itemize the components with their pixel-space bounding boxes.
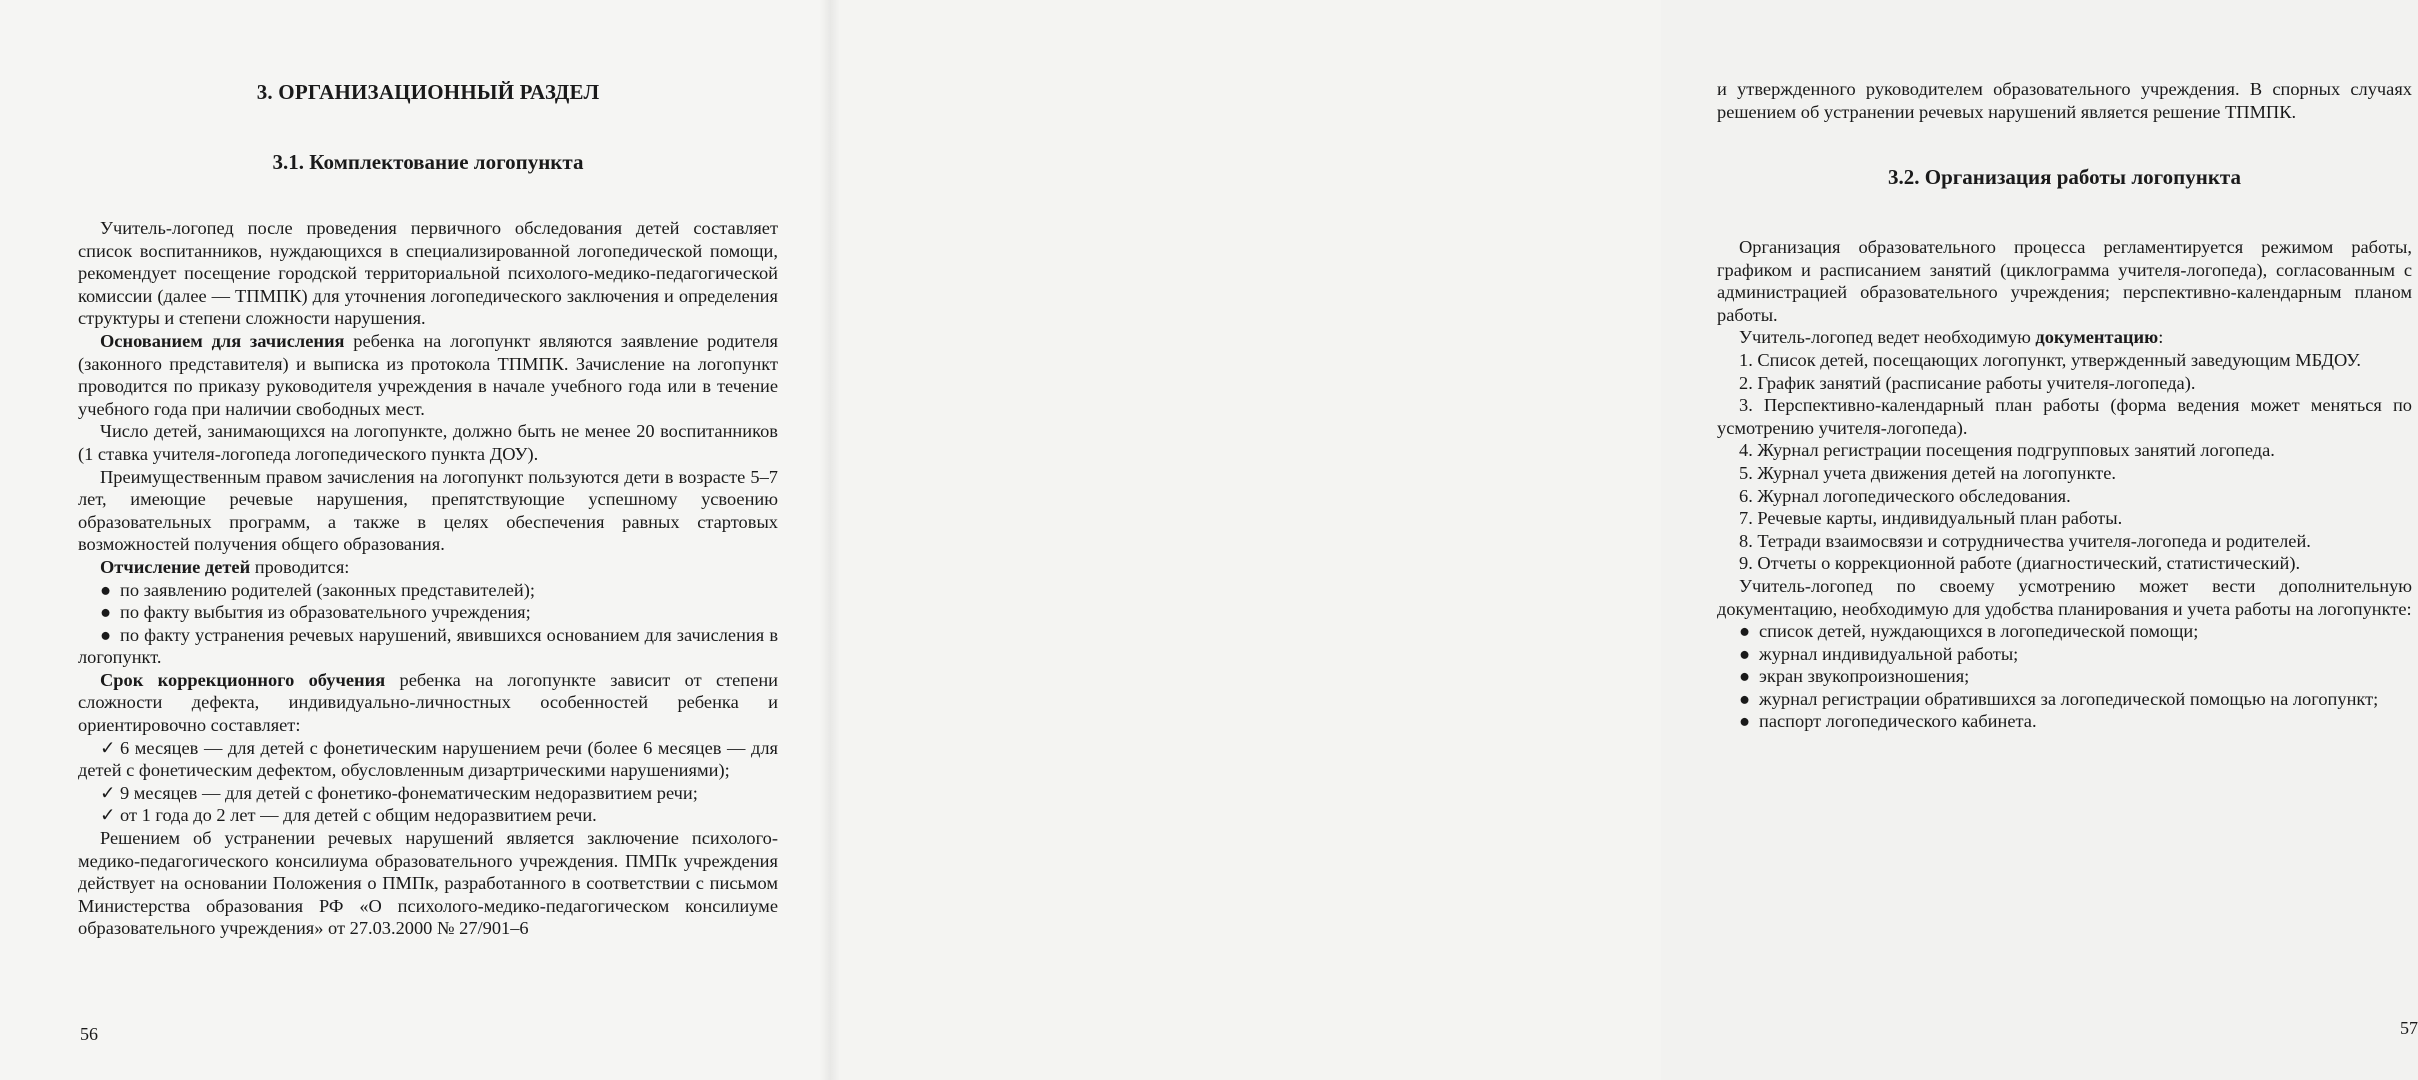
left-page [0,0,830,1080]
left-text-column [78,217,778,940]
doc-list-item: 9. Отчеты о коррекционной работе (диагностический, статистический). [1739,553,2301,574]
section-title-3-2: 3.2. Организация работы логопункта [1887,165,2241,189]
paragraph-organization: Организация образовательного процесса регламентируется режимом работы, графиком и расписанием занятий (циклограмма учителя-логопеда), согласованным с администрацией образовательного учреждения; перспективно-календарным планом работы. [1717,237,2412,325]
bullet-icon: ● [1739,688,1751,709]
doc-list-item: 1. Список детей, посещающих логопункт, утвержденный заведующим МБДОУ. [1739,349,2361,370]
doc-list-item: 5. Журнал учета движения детей на логопункте. [1739,462,2116,483]
paragraph-term: Срок коррекционного обучения ребенка на логопункте зависит от степени сложности дефекта, индивидуально-личностных особенностей ребенка и ориентировочно составляет: [78,669,778,736]
check-icon: ✓ [100,782,116,803]
list-item: ● список детей, нуждающихся в логопедической помощи; [1739,621,2199,642]
bullet-icon: ● [100,579,112,600]
right-page [830,0,2418,1080]
page-number: 57 [2400,1018,2418,1038]
paragraph-expulsion: Отчисление детей проводится: [100,556,350,577]
list-item: ✓ от 1 года до 2 лет — для детей с общим недоразвитием речи. [100,805,597,826]
bold-term: Основанием для зачисления [100,330,345,351]
doc-list-item: 4. Журнал регистрации посещения подгрупповых занятий логопеда. [1739,440,2275,461]
doc-list-item: 3. Перспективно-календарный план работы (форма ведения может меняться по усмотрению учителя-логопеда). [1717,395,2412,438]
right-continuation [1717,78,2412,123]
check-icon: ✓ [100,805,116,826]
paragraph-priority: Преимущественным правом зачисления на логопункт пользуются дети в возрасте 5–7 лет, имеющие речевые нарушения, препятствующие успешному усвоению образовательных программ, а также в целях обеспечения равных стартовых возможностей получения общего образования. [78,466,778,555]
right-text-column [1717,236,2412,733]
list-item: ● по заявлению родителей (законных представителей); [100,579,535,600]
paragraph-decision: Решением об устранении речевых нарушений является заключение психолого-медико-педагогического консилиума образовательного учреждения. ПМПк учреждения действует на основании Положения о ПМПк, разработанного в соответствии с письмом Министерства образования РФ «О психолого-медико-педагогическом консилиуме образовательного учреждения» от 27.03.2000 № 27/901–6 [78,828,778,939]
doc-list-item: 7. Речевые карты, индивидуальный план работы. [1739,508,2123,529]
bullet-icon: ● [100,602,112,623]
paragraph-count: Число детей, занимающихся на логопункте, должно быть не менее 20 воспитанников (1 ставка учителя-логопеда логопедического пункта ДОУ). [78,421,778,464]
bullet-icon: ● [1739,666,1751,687]
list-item: ● по факту выбытия из образовательного учреждения; [100,602,531,623]
bold-term: Отчисление детей [100,556,251,577]
list-item: ✓ 6 месяцев — для детей с фонетическим нарушением речи (более 6 месяцев — для детей с фонетическим дефектом, обусловленным дизартрическими нарушениями); [78,737,778,781]
chapter-title: 3. ОРГАНИЗАЦИОННЫЙ РАЗДЕЛ [256,80,600,104]
bold-term: документацию [2035,327,2159,348]
list-item: ● по факту устранения речевых нарушений, явившихся основанием для зачисления в логопункт. [78,624,778,668]
section-title-3-1: 3.1. Комплектование логопункта [272,150,584,174]
bullet-icon: ● [100,624,112,645]
doc-list-item: 6. Журнал логопедического обследования. [1739,485,2071,506]
bullet-icon: ● [1739,621,1751,642]
list-item: ● паспорт логопедического кабинета. [1739,711,2037,732]
list-item: ● журнал индивидуальной работы; [1739,643,2019,664]
paragraph-enrollment: Основанием для зачисления ребенка на логопункт являются заявление родителя (законного представителя) и выписка из протокола ТПМПК. Зачисление на логопункт проводится по приказу руководителя учреждения в начале учебного года или в течение учебного года при наличии свободных мест. [78,330,778,419]
doc-list-item: 2. График занятий (расписание работы учителя-логопеда). [1739,372,2196,393]
check-icon: ✓ [100,737,116,758]
paragraph-additional: Учитель-логопед по своему усмотрению может вести дополнительную документацию, необходимую для удобства планирования и учета работы на логопункте: [1717,575,2412,619]
page-number: 56 [80,1024,98,1044]
bullet-icon: ● [1739,643,1751,664]
book-gutter [820,0,840,1080]
list-item: ● журнал регистрации обратившихся за логопедической помощью на логопункт; [1739,688,2379,709]
list-item: ✓ 9 месяцев — для детей с фонетико-фонематическим недоразвитием речи; [100,782,698,803]
bullet-icon: ● [1739,711,1751,732]
doc-list-item: 8. Тетради взаимосвязи и сотрудничества учителя-логопеда и родителей. [1739,530,2311,551]
bold-term: Срок коррекционного обучения [100,669,386,690]
paragraph-documentation: Учитель-логопед ведет необходимую документацию: [1739,327,2164,348]
paragraph-intro: Учитель-логопед после проведения первичного обследования детей составляет список воспитанников, нуждающихся в специализированной логопедической помощи, рекомендует посещение городской территориальной психолого-медико-педагогической комиссии (далее — ТПМПК) для уточнения логопедического заключения и определения структуры и степени сложности нарушения. [78,218,778,329]
paragraph-continuation: и утвержденного руководителем образовательного учреждения. В спорных случаях решением об устранении речевых нарушений является решение ТПМПК. [1717,79,2412,122]
list-item: ● экран звукопроизношения; [1739,666,1970,687]
